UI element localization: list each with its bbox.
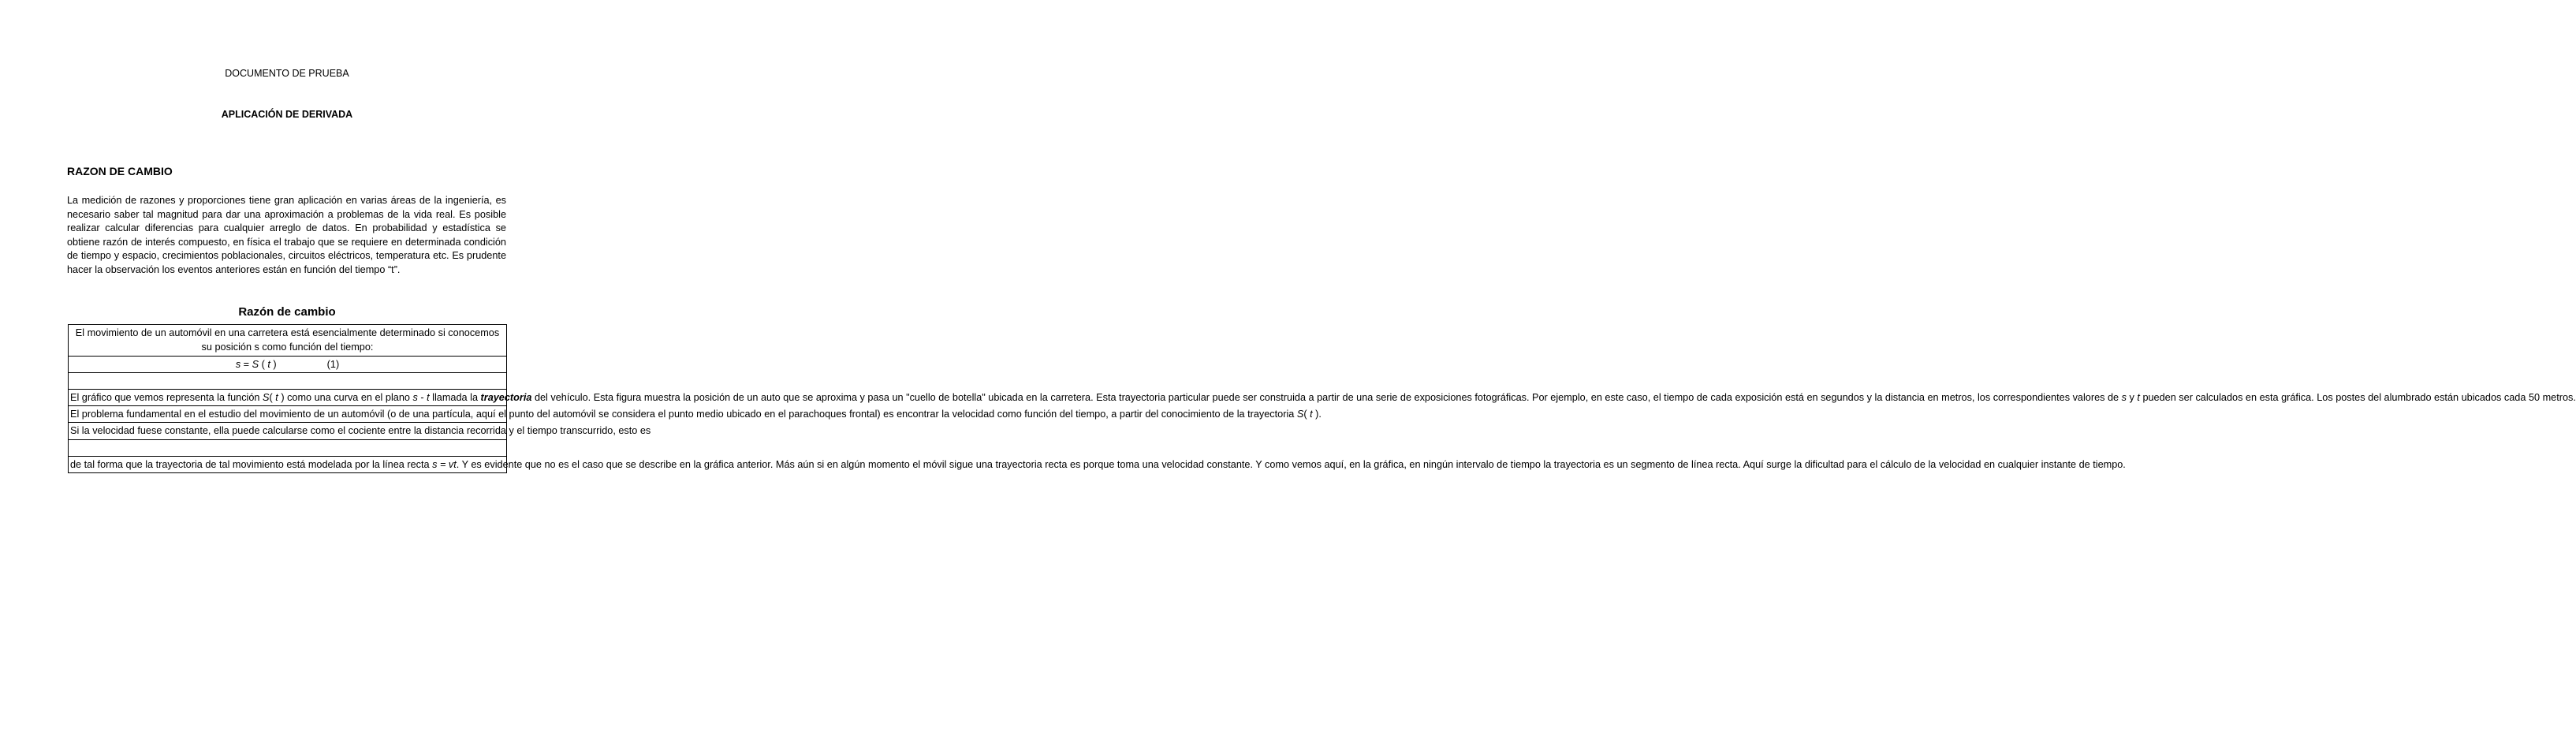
cell-text: llamada la	[429, 391, 481, 403]
equation-function: S	[252, 358, 259, 370]
cell-text: ) como una curva en el plano	[278, 391, 413, 403]
content-table	[68, 324, 2576, 473]
document-label: DOCUMENTO DE PRUEBA	[225, 68, 349, 79]
cell-text-line: El movimiento de un automóvil en una carretera está esencialmente determinado si conocemos	[75, 327, 500, 338]
cell-math: t	[2137, 391, 2140, 403]
cell-math: s	[412, 391, 418, 403]
cell-math: S	[1296, 409, 1304, 420]
table-row	[69, 406, 507, 423]
table-cell-empty	[69, 439, 507, 456]
document-title: APLICACIÓN DE DERIVADA	[221, 109, 353, 120]
cell-text: El problema fundamental en el estudio del movimiento de un automóvil (o de una partícula, aquí el punto del automóvil se considera el punto medio ubicado en el parachoques frontal) es encontrar la velocidad como función del tiempo, a partir del conocimiento de la trayectoria	[70, 409, 1297, 420]
cell-text-line: su posición s como función del tiempo:	[201, 342, 374, 353]
equation-open-paren: (	[259, 358, 268, 370]
table-cell-problem	[69, 406, 1322, 423]
table-row	[69, 439, 507, 456]
table-row	[69, 372, 507, 389]
section-heading: RAZON DE CAMBIO	[67, 165, 173, 177]
cell-emphasis: trayectoria	[480, 391, 532, 403]
equation-number: (1)	[326, 358, 340, 370]
cell-text: Si la velocidad fuese constante, ella puede calcularse como el cociente entre la distancia recorrida y el tiempo transcurrido, esto es	[70, 425, 651, 437]
cell-math: s	[2121, 391, 2127, 403]
cell-math: t	[427, 391, 430, 403]
cell-text: ).	[1312, 409, 1322, 420]
equation-equals: =	[240, 358, 252, 370]
cell-text: (	[1303, 409, 1310, 420]
cell-text: de tal forma que la trayectoria de tal movimiento está modelada por la línea recta	[70, 458, 433, 470]
equation-close-paren: )	[270, 358, 277, 370]
cell-text: y	[2126, 391, 2138, 403]
table-row	[69, 356, 507, 372]
cell-text: . Y es evidente que no es el caso que se describe en la gráfica anterior. Más aún si en algún momento el móvil sigue una trayectoria recta es porque toma una velocidad constante. Y como vemos aquí, en la gráfica, en ningún intervalo de tiempo la trayectoria es un segmento de línea recta. Aquí surge la dificultad para el cálculo de la velocidad en cualquier instante de tiempo.	[456, 458, 2126, 470]
table-row	[69, 423, 507, 439]
cell-text: El gráfico que vemos representa la función	[70, 391, 263, 403]
table-cell-graph-description	[69, 389, 2576, 405]
table-title: Razón de cambio	[238, 305, 336, 319]
cell-text: -	[417, 391, 427, 403]
cell-math: t	[1310, 409, 1313, 420]
intro-paragraph: La medición de razones y proporciones tiene gran aplicación en varias áreas de la ingeniería, es necesario saber tal magnitud para dar una aproximación a problemas de la vida real. Es posible realizar calcular diferencias para cualquier arreglo de datos. En probabilidad y estadística se obtiene razón de interés compuesto, en física el trabajo que se requiere en determinada condición de tiempo y espacio, crecimientos poblacionales, circuitos eléctricos, temperatura etc. Es prudente hacer la observación los eventos anteriores están en función del tiempo “t”.	[67, 195, 506, 275]
cell-text: (	[269, 391, 276, 403]
table-row	[69, 389, 507, 405]
cell-text: pueden ser calculados en esta gráfica. Los postes del alumbrado están ubicados cada 50 metros.	[2139, 391, 2576, 403]
table-cell-empty	[69, 372, 507, 389]
table-cell-conclusion	[69, 456, 2126, 472]
table-cell-constant-velocity	[69, 423, 651, 439]
table-row	[69, 456, 507, 472]
table-row	[69, 325, 507, 357]
table-cell-equation	[69, 356, 507, 372]
equation-lhs: s	[235, 358, 241, 370]
cell-math: s = vt	[432, 458, 457, 470]
equation-variable: t	[267, 358, 270, 370]
table-cell-intro	[69, 325, 507, 357]
cell-text: del vehículo. Esta figura muestra la posición de un auto que se aproxima y pasa un "cuello de botella" ubicada en la carretera. Esta trayectoria particular puede ser construida a partir de una serie de exposiciones fotográficas. Por ejemplo, en este caso, el tiempo de cada exposición está en segundos y la distancia en metros, los correspondientes valores de	[531, 391, 2122, 403]
cell-math: t	[275, 391, 278, 403]
cell-math: S	[263, 391, 270, 403]
